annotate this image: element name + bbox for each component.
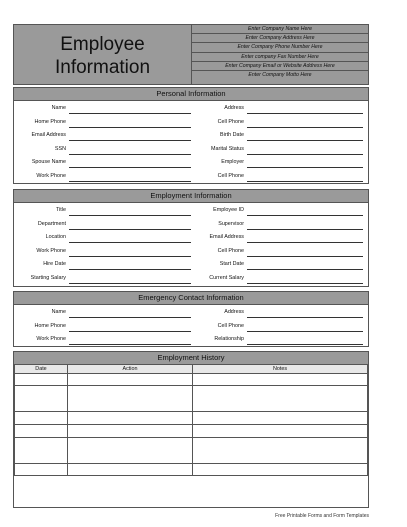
history-cell[interactable] bbox=[193, 438, 368, 464]
field-label: Work Phone bbox=[36, 247, 66, 254]
field-input-line[interactable] bbox=[247, 232, 363, 243]
footer-credit: Free Printable Forms and Form Templates bbox=[275, 513, 369, 519]
field-input-line[interactable] bbox=[69, 273, 191, 284]
field-label: Cell Phone bbox=[217, 322, 244, 329]
field-input-line[interactable] bbox=[247, 321, 363, 332]
history-cell[interactable] bbox=[68, 374, 193, 386]
field-input-line[interactable] bbox=[247, 334, 363, 345]
field-label: Name bbox=[51, 105, 66, 111]
field-input-line[interactable] bbox=[69, 259, 191, 270]
section-title: Personal Information bbox=[14, 88, 368, 101]
field-label: Birth Date bbox=[220, 132, 244, 138]
field-input-line[interactable] bbox=[247, 103, 363, 114]
company-email-website[interactable]: Enter Company Email or Website Address Here bbox=[192, 62, 368, 71]
field-input-line[interactable] bbox=[247, 171, 363, 182]
personal-information-section bbox=[13, 87, 369, 184]
history-col-action: Action bbox=[68, 365, 193, 374]
field-label: Email Address bbox=[209, 234, 244, 241]
history-cell[interactable] bbox=[68, 412, 193, 425]
form-title-box bbox=[14, 25, 192, 84]
field-label: Employer bbox=[221, 159, 244, 165]
table-row bbox=[15, 374, 368, 386]
field-label: Spouse Name bbox=[31, 159, 66, 165]
history-cell[interactable] bbox=[193, 374, 368, 386]
emergency-contact-section bbox=[13, 291, 369, 347]
field-label: Home Phone bbox=[34, 118, 66, 125]
field-input-line[interactable] bbox=[69, 246, 191, 257]
field-label: Relationship bbox=[214, 336, 244, 343]
section-title: Employment Information bbox=[14, 190, 368, 203]
company-fax[interactable]: Enter company Fax Number Here bbox=[192, 53, 368, 62]
form-title-line1: Employee bbox=[60, 34, 145, 55]
field-label: Email Address bbox=[31, 132, 66, 138]
field-label: Hire Date bbox=[43, 261, 66, 268]
field-label: Home Phone bbox=[34, 322, 66, 329]
field-label: Cell Phone bbox=[217, 118, 244, 125]
history-cell[interactable] bbox=[68, 425, 193, 438]
table-row bbox=[15, 425, 368, 438]
company-info bbox=[192, 25, 368, 84]
field-label: Current Salary bbox=[209, 275, 244, 281]
field-label: Cell Phone bbox=[217, 247, 244, 254]
field-input-line[interactable] bbox=[69, 144, 191, 155]
history-col-date: Date bbox=[15, 365, 68, 374]
company-name[interactable]: Enter Company Name Here bbox=[192, 25, 368, 34]
history-cell[interactable] bbox=[15, 425, 68, 438]
company-motto[interactable]: Enter Company Motto Here bbox=[248, 71, 312, 78]
history-cell[interactable] bbox=[68, 386, 193, 412]
table-row bbox=[15, 438, 368, 464]
field-input-line[interactable] bbox=[69, 232, 191, 243]
employment-information-section bbox=[13, 189, 369, 287]
field-label: Department bbox=[37, 220, 66, 227]
form-title-line2: Information bbox=[54, 57, 151, 78]
field-input-line[interactable] bbox=[247, 259, 363, 270]
history-cell[interactable] bbox=[15, 464, 68, 476]
employee-information-form bbox=[13, 24, 369, 519]
field-input-line[interactable] bbox=[247, 273, 363, 284]
field-input-line[interactable] bbox=[247, 205, 363, 216]
company-phone[interactable]: Enter Company Phone Number Here bbox=[192, 43, 368, 52]
history-cell[interactable] bbox=[193, 464, 368, 476]
history-table bbox=[14, 364, 368, 476]
section-title: Employment History bbox=[14, 352, 368, 365]
field-label: Start Date bbox=[219, 261, 244, 268]
field-input-line[interactable] bbox=[247, 117, 363, 128]
field-label: Title bbox=[56, 207, 66, 213]
field-label: Work Phone bbox=[36, 336, 66, 343]
history-cell[interactable] bbox=[15, 386, 68, 412]
field-label: Address bbox=[224, 105, 244, 111]
table-row bbox=[15, 386, 368, 412]
field-input-line[interactable] bbox=[247, 307, 363, 318]
history-cell[interactable] bbox=[68, 464, 193, 476]
history-col-notes: Notes bbox=[193, 365, 368, 374]
field-label: Marital Status bbox=[211, 145, 244, 152]
field-input-line[interactable] bbox=[69, 219, 191, 230]
field-input-line[interactable] bbox=[69, 321, 191, 332]
section-title: Emergency Contact Information bbox=[14, 292, 368, 305]
history-cell[interactable] bbox=[15, 438, 68, 464]
history-cell[interactable] bbox=[15, 374, 68, 386]
history-cell[interactable] bbox=[68, 438, 193, 464]
history-cell[interactable] bbox=[193, 412, 368, 425]
field-input-line[interactable] bbox=[69, 103, 191, 114]
table-row bbox=[15, 464, 368, 476]
field-label: Name bbox=[51, 309, 66, 315]
field-input-line[interactable] bbox=[247, 144, 363, 155]
history-cell[interactable] bbox=[15, 412, 68, 425]
employment-history-section bbox=[13, 351, 369, 508]
field-input-line[interactable] bbox=[69, 130, 191, 141]
field-input-line[interactable] bbox=[247, 219, 363, 230]
field-label: Employee ID bbox=[213, 207, 244, 213]
field-label: Cell Phone bbox=[217, 172, 244, 179]
field-input-line[interactable] bbox=[69, 334, 191, 345]
field-label: Starting Salary bbox=[30, 275, 66, 281]
field-label: Supervisor bbox=[218, 220, 244, 227]
field-input-line[interactable] bbox=[247, 246, 363, 257]
field-input-line[interactable] bbox=[69, 171, 191, 182]
field-label: Address bbox=[224, 309, 244, 315]
field-label: Location bbox=[45, 234, 66, 241]
field-label: Work Phone bbox=[36, 172, 66, 179]
field-input-line[interactable] bbox=[69, 117, 191, 128]
field-label: SSN bbox=[54, 145, 66, 152]
field-input-line[interactable] bbox=[69, 205, 191, 216]
history-cell[interactable] bbox=[193, 386, 368, 412]
field-input-line[interactable] bbox=[69, 307, 191, 318]
company-address[interactable]: Enter Company Address Here bbox=[192, 34, 368, 43]
field-input-line[interactable] bbox=[69, 157, 191, 168]
field-input-line[interactable] bbox=[247, 157, 363, 168]
history-cell[interactable] bbox=[193, 425, 368, 438]
form-header bbox=[13, 24, 369, 85]
table-row bbox=[15, 412, 368, 425]
field-input-line[interactable] bbox=[247, 130, 363, 141]
